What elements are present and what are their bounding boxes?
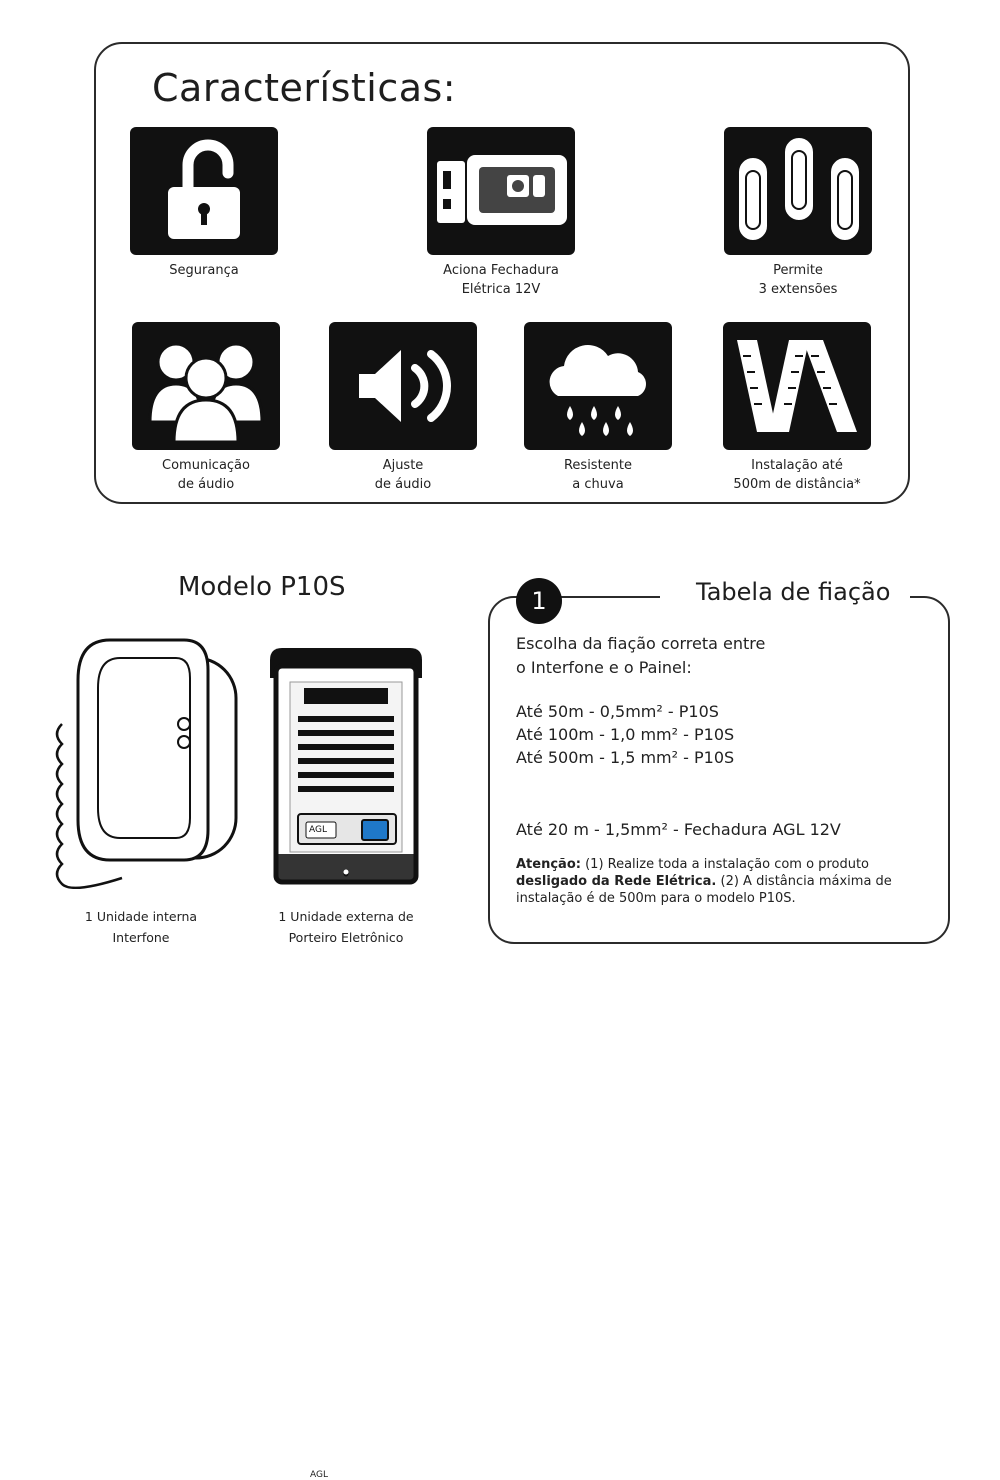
panel-brand-label: AGL <box>310 1470 328 1480</box>
feature-label: Ajuste de áudio <box>374 458 432 492</box>
feature-seguranca <box>119 127 289 280</box>
feature-extensoes <box>713 127 883 299</box>
note-text: (2) A distância máxima de <box>716 874 892 889</box>
note-bold-label: desligado da Rede Elétrica. <box>516 874 717 889</box>
model-title: Modelo P10S <box>178 572 346 602</box>
feature-fechadura <box>416 127 586 299</box>
measuring-tape-icon <box>723 322 871 450</box>
intercom-handsets-icon <box>724 127 872 255</box>
people-group-icon <box>132 322 280 450</box>
page-title: Características: <box>152 66 457 110</box>
feature-chuva <box>513 322 683 494</box>
feature-label: Comunicação de áudio <box>162 458 250 492</box>
feature-ajuste <box>318 322 488 494</box>
porteiro-caption: 1 Unidade externa de Porteiro Eletrônico <box>278 909 414 945</box>
note-text: (1) Realize toda a instalação com o produto <box>580 857 869 872</box>
panel-brand-label: AGL <box>309 825 327 835</box>
feature-label: Instalação até 500m de distância* <box>733 458 861 492</box>
wiring-intro-line2: o Interfone e o Painel: <box>516 658 692 677</box>
step-badge: 1 <box>516 578 562 624</box>
attention-note <box>516 856 916 907</box>
wiring-row: Até 100m - 1,0 mm² - P10S <box>516 725 735 744</box>
electric-lock-icon <box>427 127 575 255</box>
feature-label: Permite 3 extensões <box>758 263 838 297</box>
wiring-row: Até 50m - 0,5mm² - P10S <box>516 702 719 721</box>
feature-comunicacao <box>121 322 291 494</box>
open-padlock-icon <box>130 127 278 255</box>
note-bold-label: Atenção: <box>516 857 581 872</box>
feature-label: Aciona Fechadura Elétrica 12V <box>443 263 559 297</box>
feature-instalacao <box>712 322 882 494</box>
wiring-lock-row: Até 20 m - 1,5mm² - Fechadura AGL 12V <box>516 820 841 839</box>
feature-label: Segurança <box>169 263 239 278</box>
wiring-row: Até 500m - 1,5 mm² - P10S <box>516 748 735 767</box>
interfone-caption: 1 Unidade interna Interfone <box>84 909 198 945</box>
speaker-volume-icon <box>329 322 477 450</box>
wiring-intro-line1: Escolha da fiação correta entre <box>516 634 766 653</box>
note-text: instalação é de 500m para o modelo P10S. <box>516 891 796 906</box>
feature-label: Resistente a chuva <box>563 458 633 492</box>
wiring-title: Tabela de fiação <box>696 578 891 606</box>
interfone-illustration <box>40 628 240 908</box>
rain-cloud-icon <box>524 322 672 450</box>
